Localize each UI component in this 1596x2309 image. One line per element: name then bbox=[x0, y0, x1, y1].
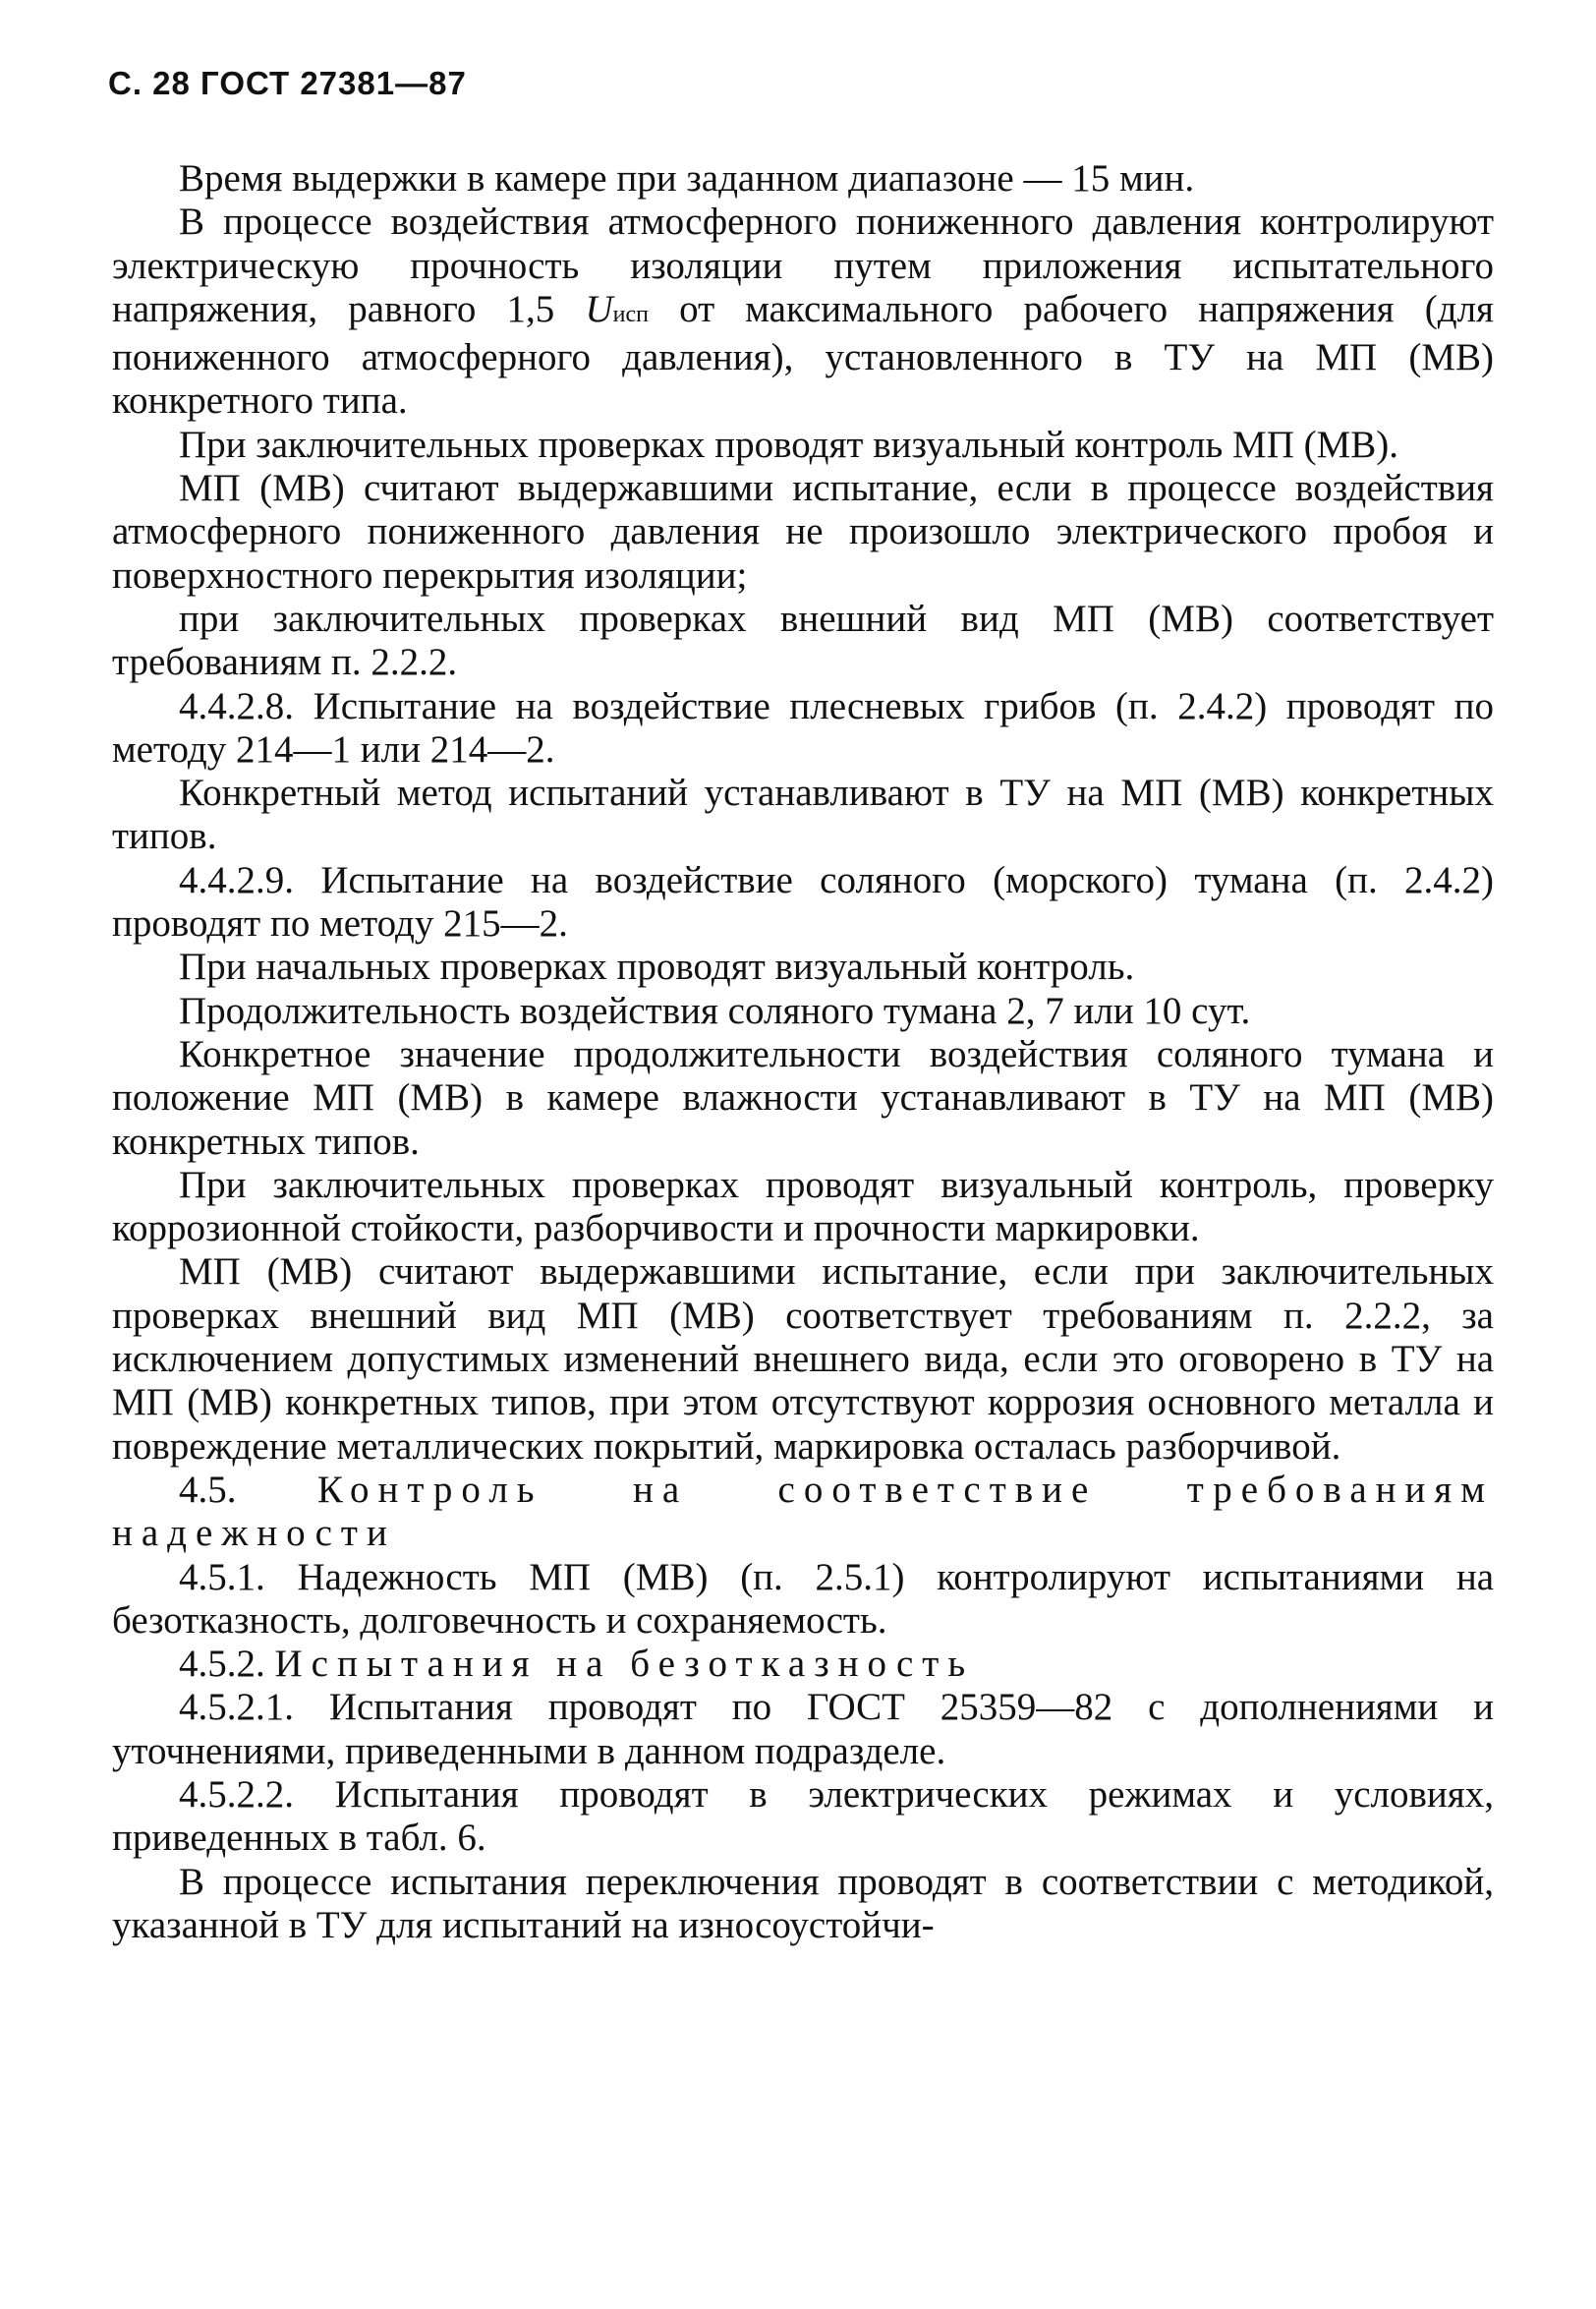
paragraph-voltage bbox=[112, 201, 1494, 423]
paragraph: при заключительных проверках внешний вид МП (МВ) соответствует требованиям п. 2.2.2. bbox=[112, 597, 1494, 684]
paragraph: Конкретный метод испытаний устанавливают в ТУ на МП (МВ) конкретных типов. bbox=[112, 772, 1494, 858]
paragraph: При начальных проверках проводят визуальный контроль. bbox=[179, 946, 1135, 989]
paragraph: Продолжительность воздействия соляного тумана 2, 7 или 10 сут. bbox=[179, 989, 1251, 1032]
section-number: 4.5.2. bbox=[179, 1643, 265, 1686]
body-text bbox=[112, 157, 1494, 1947]
paragraph: При заключительных проверках проводят визуальный контроль МП (МВ). bbox=[179, 423, 1399, 466]
paragraph-text: В процессе воздействия атмосферного пониженного давления контролируют электрическую прочность изоляции путем приложения испытательного напряжения, равного 1,5 bbox=[112, 201, 1494, 330]
paragraph: 4.5.2.1. Испытания проводят по ГОСТ 25359—82 с дополнениями и уточнениями, приведенными в данном подразделе. bbox=[112, 1686, 1494, 1772]
page-number: С. 28 bbox=[108, 65, 191, 101]
section-title: Испытания на безотказность bbox=[274, 1643, 975, 1686]
formula-subscript: исп bbox=[612, 301, 649, 327]
paragraph: МП (МВ) считают выдержавшими испытание, если в процессе воздействия атмосферного пониженного давления не произошло электрического пробоя и поверхностного перекрытия изоляции; bbox=[112, 467, 1494, 597]
section-heading-4-5-2 bbox=[112, 1643, 1494, 1686]
section-heading-4-5 bbox=[112, 1469, 1494, 1556]
paragraph: 4.4.2.9. Испытание на воздействие соляного (морского) тумана (п. 2.4.2) проводят по методу 215—2. bbox=[112, 858, 1494, 946]
section-number: 4.5. bbox=[179, 1468, 237, 1511]
paragraph-text: от максимального рабочего напряжения (для пониженного атмосферного давления), установленного в ТУ на МП (МВ) конкретного типа. bbox=[112, 287, 1494, 423]
paragraph: 4.4.2.8. Испытание на воздействие плесневых грибов (п. 2.4.2) проводят по методу 214—1 или 214—2. bbox=[112, 684, 1494, 771]
paragraph: В процессе испытания переключения проводят в соответствии с методикой, указанной в ТУ для испытаний на износоустойчи- bbox=[112, 1860, 1494, 1946]
paragraph: Конкретное значение продолжительности воздействия соляного тумана и положение МП (МВ) в камере влажности устанавливают в ТУ на МП (МВ) конкретных типов. bbox=[112, 1032, 1494, 1163]
paragraph: МП (МВ) считают выдержавшими испытание, если при заключительных проверках внешний вид МП (МВ) соответствует требованиям п. 2.2.2, за исключением допустимых изменений внешнего вида, если это оговорено в ТУ на МП (МВ) конкретных типов, при этом отсутствуют коррозия основного металла и повреждение металлических покрытий, маркировка осталась разборчивой. bbox=[112, 1250, 1494, 1468]
section-title: Контроль на соответствие требованиям надежности bbox=[112, 1468, 1494, 1555]
paragraph: 4.5.1. Надежность МП (МВ) (п. 2.5.1) контролируют испытаниями на безотказность, долговечность и сохраняемость. bbox=[112, 1555, 1494, 1642]
paragraph: 4.5.2.2. Испытания проводят в электрических режимах и условиях, приведенных в табл. 6. bbox=[112, 1772, 1494, 1860]
paragraph: При заключительных проверках проводят визуальный контроль, проверку коррозионной стойкости, разборчивости и прочности маркировки. bbox=[112, 1163, 1494, 1250]
paragraph: Время выдержки в камере при заданном диапазоне — 15 мин. bbox=[179, 157, 1195, 200]
formula-symbol: U bbox=[585, 287, 613, 330]
running-head bbox=[108, 65, 467, 102]
document-code: ГОСТ 27381—87 bbox=[200, 65, 467, 101]
